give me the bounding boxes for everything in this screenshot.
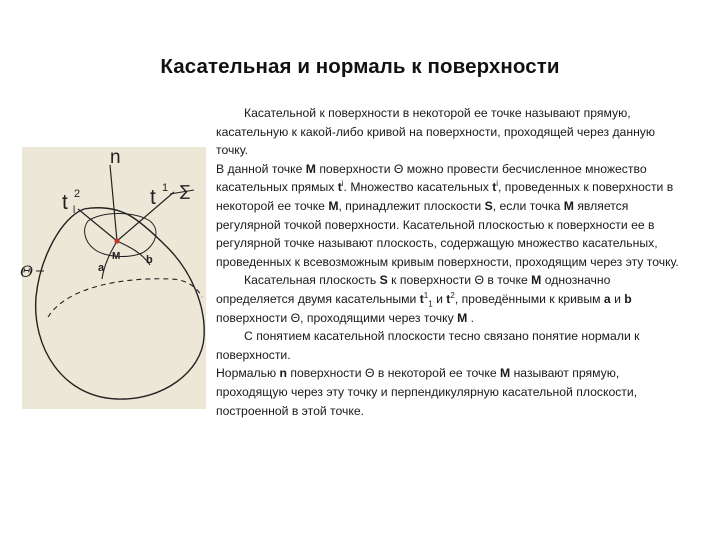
surface-diagram-svg: [22, 147, 206, 409]
label-t1: t: [150, 186, 156, 209]
label-t2-sub: l: [73, 205, 76, 216]
paragraph-2: В данной точке M поверхности Θ можно провести бесчисленное множество касательных прямых $t^i$. Множество касательных $t^i$, проведенных к поверхности в некоторой ее точке M, принадлежит плоскости S, если точка M является регулярной точкой поверхности. Касательной плоскостью к поверхности ее в регулярной точке называют плоскость, содержащую множество касательных, проведенных к всевозможным кривым поверхности, проходящим через эту точку.: [216, 161, 679, 269]
point-M: [114, 238, 119, 243]
paragraph-5: Нормалью n поверхности Θ в некоторой ее точке M называют прямую, проходящую через эту точку и перпендикулярную касательной плоскости, построенной в этой точке.: [216, 366, 638, 418]
label-a: a: [98, 262, 105, 274]
normal-line: [110, 165, 117, 241]
label-M: M: [112, 251, 121, 262]
surface-diagram: [22, 147, 206, 409]
label-t1-sup: 1: [162, 182, 169, 194]
label-t2: t: [62, 191, 68, 214]
label-theta: Θ: [20, 262, 34, 281]
paragraph-3: Касательная плоскость S к поверхности Θ в точке M однозначно определяется двумя касательными $t^1_1$ и $t^2$, проведёнными к кривым a и b поверхности Θ, проходящими через точку M .: [216, 273, 632, 325]
label-t2-sup: 2: [74, 188, 81, 200]
paragraph-4: С понятием касательной плоскости тесно связано понятие нормали к поверхности.: [216, 329, 640, 362]
label-n: n: [110, 147, 121, 168]
label-sigma: ∑: [180, 182, 191, 200]
body-text: [216, 104, 690, 420]
slide-title: Касательная и нормаль к поверхности: [160, 55, 560, 78]
paragraph-1: Касательной к поверхности в некоторой ее точке называют прямую, касательную к какой-либо кривой на поверхности, проходящей через данную точку.: [216, 106, 656, 158]
tangent-t1: [117, 192, 174, 241]
dashed-curve: [48, 279, 202, 317]
label-b: b: [146, 254, 153, 266]
